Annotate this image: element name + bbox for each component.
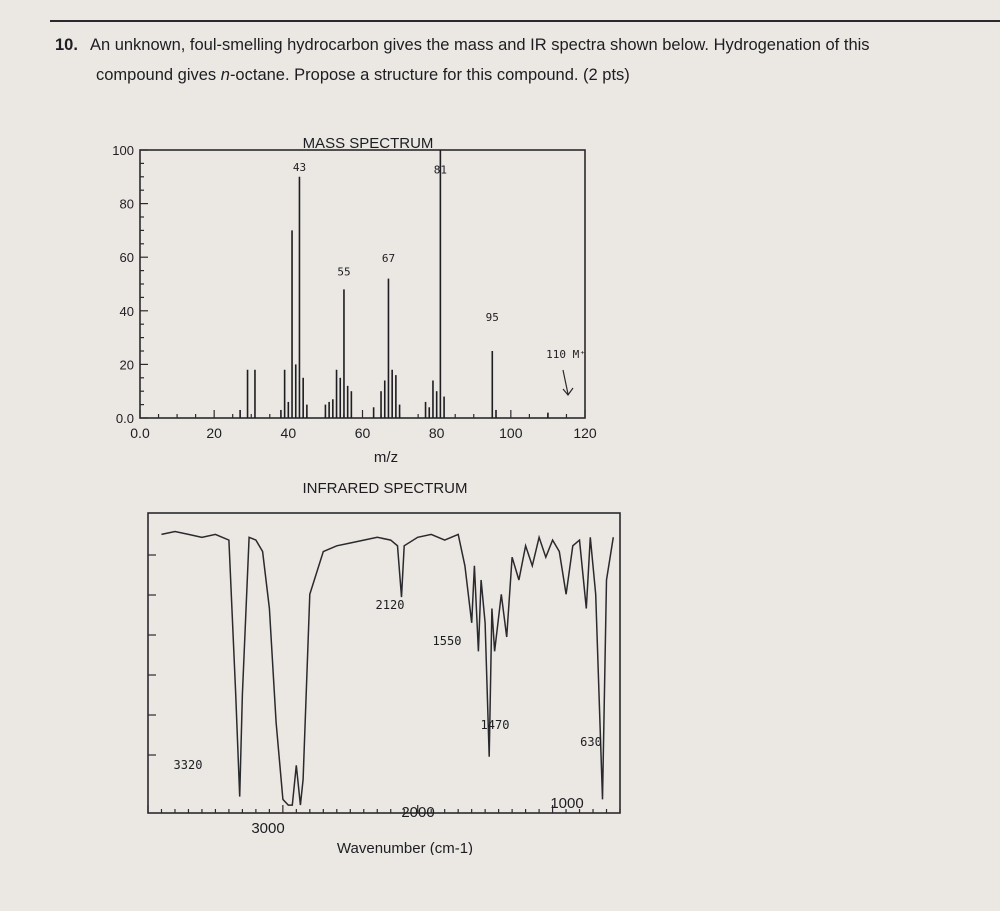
ms-y-tick-label: 60 — [119, 250, 134, 266]
ir-spectrum-trace — [162, 532, 614, 806]
ms-x-label: m/z — [373, 449, 399, 466]
ms-x-tick-label: 100 — [499, 425, 523, 441]
ir-tick-3000: 3000 — [251, 820, 285, 837]
ms-peak-label: 55 — [337, 265, 351, 279]
ms-y-axis — [112, 143, 148, 426]
ms-y-tick-label: 0.0 — [115, 411, 134, 426]
ms-x-tick-label: 0.0 — [130, 425, 150, 441]
ms-title: MASS SPECTRUM — [302, 135, 434, 152]
question-line-2-pre: compound gives — [96, 66, 221, 84]
ir-label-630: 630 — [580, 735, 602, 749]
ir-plot-frame — [148, 513, 620, 813]
ir-tick-1000: 1000 — [550, 795, 584, 812]
question-line-2-italic: n — [220, 66, 230, 84]
ms-peak-label: 43 — [292, 160, 307, 174]
ms-y-tick-label: 40 — [119, 303, 134, 319]
ms-x-tick-label: 80 — [428, 425, 445, 441]
ir-label-2120: 2120 — [375, 598, 405, 612]
question-line-2 — [55, 60, 985, 90]
question-line-1-text: An unknown, foul-smelling hydrocarbon gives the mass and IR spectra shown below. Hydrogenation of this — [89, 36, 870, 54]
ms-peaks — [240, 150, 548, 418]
ir-x-axis — [148, 555, 620, 813]
question-text — [55, 30, 985, 90]
ms-y-tick-label: 80 — [119, 196, 134, 212]
ms-x-tick-label: 120 — [573, 425, 597, 441]
ms-x-tick-label: 60 — [354, 425, 371, 441]
ir-tick-2000: 2000 — [401, 804, 435, 821]
molecular-ion-arrow — [563, 370, 573, 395]
ms-peak-labels — [293, 161, 499, 324]
ms-plot-frame — [140, 150, 585, 418]
ir-label-1550: 1550 — [432, 634, 462, 648]
question-number: 10. — [55, 36, 78, 54]
ms-peak-label: 67 — [381, 251, 396, 265]
ms-x-tick-label: 20 — [206, 425, 222, 441]
ir-label-3320: 3320 — [173, 758, 203, 772]
ms-x-axis — [130, 410, 597, 441]
ms-peak-label: 81 — [433, 163, 447, 177]
ms-y-tick-label: 100 — [112, 143, 134, 158]
ir-title: INFRARED SPECTRUM — [302, 480, 468, 497]
ms-peak-label: 95 — [485, 310, 499, 324]
ir-label-1470: 1470 — [480, 718, 510, 732]
question-line-2-post: -octane. Propose a structure for this compound. (2 pts) — [229, 66, 630, 84]
page-top-rule — [50, 20, 1000, 22]
infrared-spectrum-chart — [0, 475, 1000, 855]
molecular-ion-label: 110 M⁺ — [546, 348, 586, 361]
ms-y-tick-label: 20 — [119, 357, 134, 373]
question-line-1 — [55, 30, 985, 60]
ir-x-label: Wavenumber (cm-1) — [336, 840, 474, 855]
ms-x-tick-label: 40 — [280, 425, 297, 441]
